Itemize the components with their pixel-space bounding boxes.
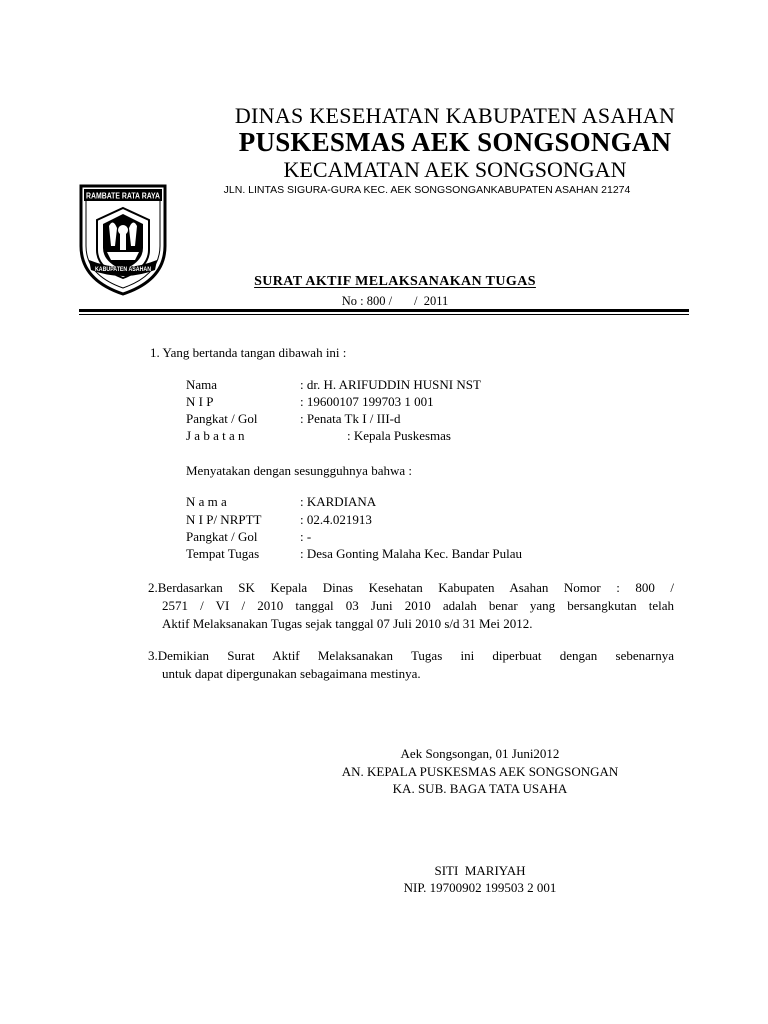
section3-line: untuk dapat dipergunakan sebagaimana mestinya. bbox=[162, 666, 421, 681]
subject-rank-value: : - bbox=[300, 529, 312, 544]
signer-position-label: J a b a t a n bbox=[186, 428, 245, 443]
section2-line: 2.Berdasarkan SK Kepala Dinas Kesehatan Kabupaten Asahan Nomor : 800 / bbox=[148, 580, 674, 595]
subject-name-label: N a m a bbox=[186, 494, 227, 509]
institution-name: PUSKESMAS AEK SONGSONGAN bbox=[238, 127, 672, 157]
signer-nip-label: N I P bbox=[186, 394, 214, 409]
district-name: KECAMATAN AEK SONGSONGAN bbox=[283, 157, 627, 182]
subject-duty-label: Tempat Tugas bbox=[186, 546, 260, 561]
logo-bottom-text: KABUPATEN ASAHAN bbox=[95, 267, 151, 273]
on-behalf-line: AN. KEPALA PUSKESMAS AEK SONGSONGAN bbox=[341, 764, 619, 779]
statement-line: Menyatakan dengan sesungguhnya bahwa : bbox=[186, 463, 412, 478]
section1-intro: 1. Yang bertanda tangan dibawah ini : bbox=[150, 345, 347, 360]
letter-title: SURAT AKTIF MELAKSANAKAN TUGAS bbox=[254, 274, 536, 289]
logo-top-text: RAMBATE RATA RAYA bbox=[86, 191, 161, 201]
signer-rank-label: Pangkat / Gol bbox=[186, 411, 258, 426]
subject-nip-label: N I P/ NRPTT bbox=[186, 512, 262, 527]
letter-number: No : 800 / / 2011 bbox=[341, 294, 449, 308]
subject-rank-label: Pangkat / Gol bbox=[186, 529, 258, 544]
signer-nip-value: : 19600107 199703 1 001 bbox=[300, 394, 434, 409]
signatory-name: SITI MARIYAH bbox=[434, 863, 526, 878]
signer-rank-value: : Penata Tk I / III-d bbox=[300, 411, 401, 426]
signer-position-value: : Kepala Puskesmas bbox=[347, 428, 451, 443]
section3-paragraph bbox=[148, 647, 674, 683]
subject-name-value: : KARDIANA bbox=[300, 494, 377, 509]
header-divider-thin bbox=[79, 314, 689, 315]
section3-line: 3.Demikian Surat Aktif Melaksanakan Tugas ini diperbuat dengan sebenarnya bbox=[148, 648, 674, 663]
signer-name-value: : dr. H. ARIFUDDIN HUSNI NST bbox=[300, 377, 481, 392]
section2-paragraph bbox=[148, 579, 674, 633]
section2-line: Aktif Melaksanakan Tugas sejak tanggal 07 Juli 2010 s/d 31 Mei 2012. bbox=[162, 616, 533, 631]
subject-duty-value: : Desa Gonting Malaha Kec. Bandar Pulau bbox=[300, 546, 523, 561]
place-date: Aek Songsongan, 01 Juni2012 bbox=[400, 746, 560, 761]
subject-nip-value: : 02.4.021913 bbox=[300, 512, 372, 527]
address-line: JLN. LINTAS SIGURA-GURA KEC. AEK SONGSONGANKABUPATEN ASAHAN 21274 bbox=[223, 184, 631, 196]
agency-name: DINAS KESEHATAN KABUPATEN ASAHAN bbox=[234, 103, 676, 128]
signer-position-line: KA. SUB. BAGA TATA USAHA bbox=[392, 781, 568, 796]
section2-line: 2571 / VI / 2010 tanggal 03 Juni 2010 adalah benar yang bersangkutan telah bbox=[162, 598, 674, 613]
signatory-nip: NIP. 19700902 199503 2 001 bbox=[403, 880, 557, 895]
signer-name-label: Nama bbox=[186, 377, 218, 392]
header-divider bbox=[79, 309, 689, 312]
